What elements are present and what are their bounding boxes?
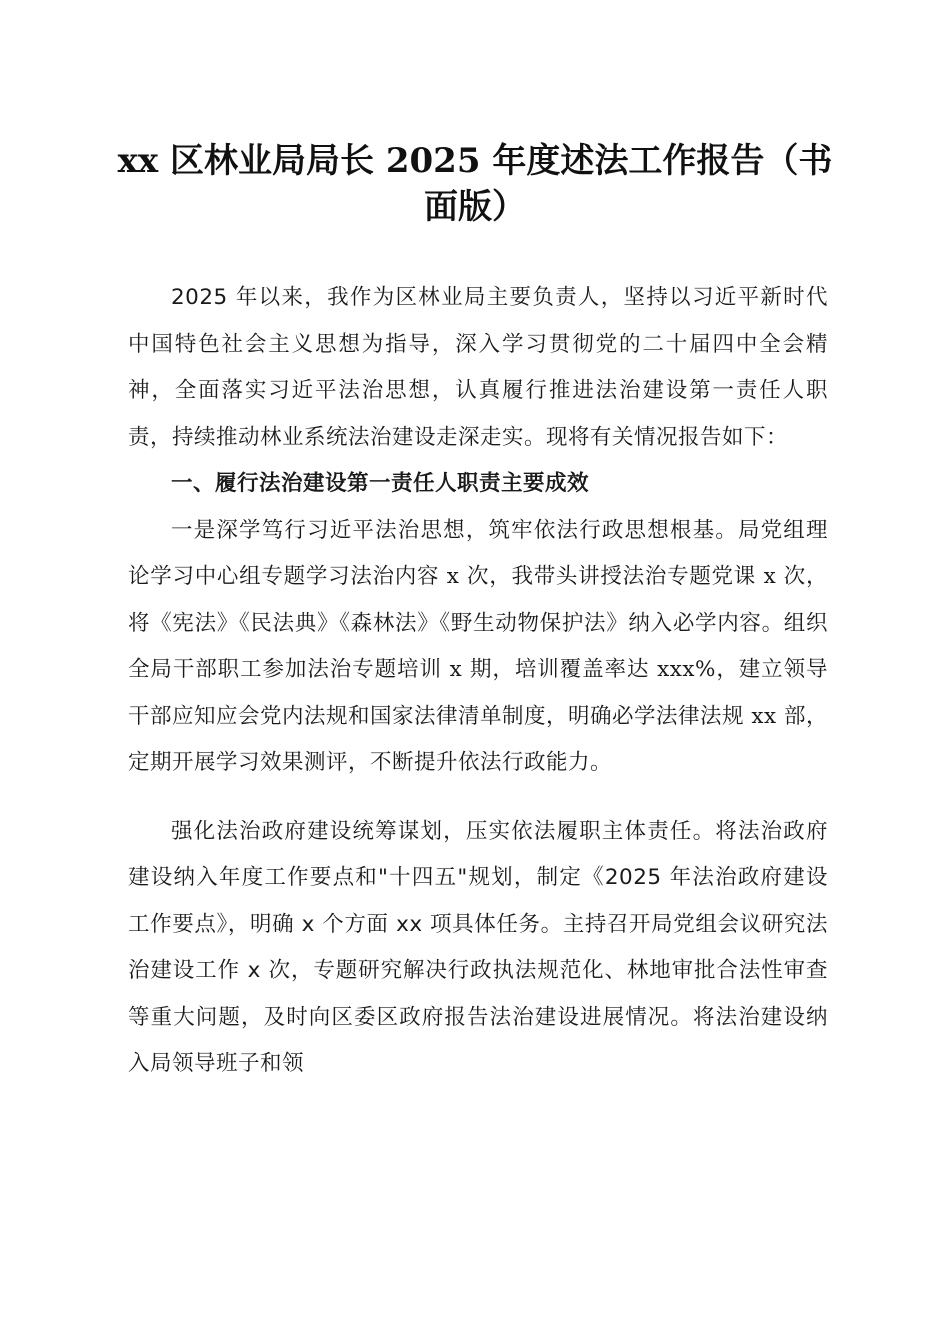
body-paragraph: 强化法治政府建设统筹谋划，压实依法履职主体责任。将法治政府建设纳入年度工作要点和"十四五"规划，制定《2025 年法治政府建设工作要点》，明确 x 个方面 xx 项具体任务。主持召开局党组会议研究法治建设工作 x 次，专题研究解决行政执法规范化、林地审批合法性审查等重大问题，及时向区委区政府报告法治建设进展情况。将法治建设纳入局领导班子和领 <box>128 818 828 1076</box>
document-body <box>128 275 828 1088</box>
document-title: xx 区林业局局长 2025 年度述法工作报告（书面版） <box>117 141 833 227</box>
section-heading: 一、履行法治建设第一责任人职责主要成效 <box>171 471 590 496</box>
intro-paragraph: 2025 年以来，我作为区林业局主要负责人，坚持以习近平新时代中国特色社会主义思想为指导，深入学习贯彻党的二十届四中全会精神，全面落实习近平法治思想，认真履行推进法治建设第一责任人职责，持续推动林业系统法治建设走深走实。现将有关情况报告如下： <box>128 285 828 450</box>
body-paragraph: 一是深学笃行习近平法治思想，筑牢依法行政思想根基。局党组理论学习中心组专题学习法治内容 x 次，我带头讲授法治专题党课 x 次，将《宪法》《民法典》《森林法》《野生动物保护法》纳入必学内容。组织全局干部职工参加法治专题培训 x 期，培训覆盖率达 xxx%，建立领导干部应知应会党内法规和国家法律清单制度，明确必学法律法规 xx 部，定期开展学习效果测评，不断提升依法行政能力。 <box>128 517 828 775</box>
